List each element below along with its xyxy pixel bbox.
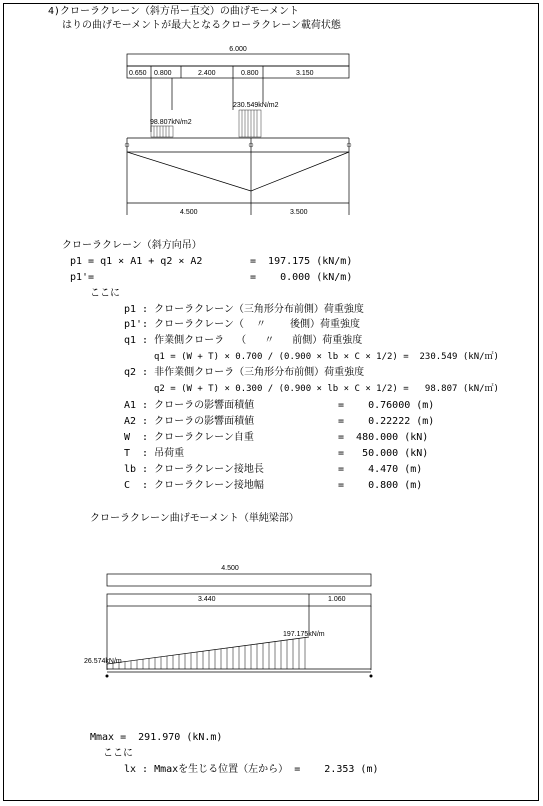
dim-seg-5: 3.150 bbox=[296, 70, 314, 77]
load-max-label: 197.175kN/m bbox=[283, 631, 325, 638]
moment-heading: クローラクレーン曲げモーメント（単純梁部） bbox=[90, 513, 299, 524]
moment-dim-total: 4.500 bbox=[221, 565, 239, 572]
q1-formula: q1 = (W + T) × 0.700 / (0.900 × lb × C × 1/2) = 230.549 (kN/㎡) bbox=[154, 352, 499, 362]
load-block-right bbox=[239, 110, 261, 137]
lx-result: lx : Mmaxを生じる位置（左から） = 2.353 (m) bbox=[124, 764, 379, 775]
load-envelope bbox=[107, 637, 309, 664]
dim-box-total bbox=[107, 574, 371, 586]
param-value-t: = 50.000 (kN) bbox=[338, 448, 429, 459]
bottom-dim-right: 3.500 bbox=[290, 209, 308, 216]
param-label-c: C : クローラクレーン接地幅 bbox=[124, 480, 264, 491]
def-p1p: p1': クローラクレーン（ 〃 後側）荷重強度 bbox=[124, 319, 361, 330]
def-p1: p1 : クローラクレーン（三角形分布前側）荷重強度 bbox=[124, 304, 364, 315]
moment-load-diagram bbox=[78, 560, 378, 690]
dim-seg-2: 0.800 bbox=[154, 70, 172, 77]
param-label-lb: lb : クローラクレーン接地長 bbox=[124, 464, 264, 475]
param-value-a2: = 0.22222 (m) bbox=[338, 416, 435, 427]
section-title: 4)クローラクレーン（斜方吊ー直交）の曲げモーメント bbox=[48, 6, 299, 17]
section-subtitle: はりの曲げモーメントが最大となるクローラクレーン載荷状態 bbox=[62, 20, 341, 31]
param-label-a2: A2 : クローラの影響面積値 bbox=[124, 416, 255, 427]
where-label-2: ここに bbox=[103, 748, 133, 759]
param-label-w: W : クローラクレーン自重 bbox=[124, 432, 254, 443]
p1p-value: = 0.000 (kN/m) bbox=[250, 272, 353, 283]
q2-formula: q2 = (W + T) × 0.300 / (0.900 × lb × C × 1/2) = 98.807 (kN/㎡) bbox=[154, 384, 499, 394]
p1-value: = 197.175 (kN/m) bbox=[250, 256, 353, 267]
moment-dim-right: 1.060 bbox=[328, 596, 346, 603]
param-value-c: = 0.800 (m) bbox=[338, 480, 423, 491]
bottom-dim-left: 4.500 bbox=[180, 209, 198, 216]
load-block-left bbox=[151, 126, 173, 137]
mmax-result: Mmax = 291.970 (kN.m) bbox=[90, 732, 223, 743]
moment-dim-left: 3.440 bbox=[198, 596, 216, 603]
dimension-box-total bbox=[127, 54, 349, 66]
def-q1: q1 : 作業側クローラ （ 〃 前側）荷重強度 bbox=[124, 335, 363, 346]
param-value-a1: = 0.76000 (m) bbox=[338, 400, 435, 411]
load-min-label: 26.574kN/m bbox=[84, 658, 122, 665]
dim-seg-4: 0.800 bbox=[241, 70, 259, 77]
param-label-a1: A1 : クローラの影響面積値 bbox=[124, 400, 255, 411]
crawler-load-diagram bbox=[120, 40, 355, 225]
param-value-w: = 480.000 (kN) bbox=[338, 432, 429, 443]
dim-seg-3: 2.400 bbox=[198, 70, 216, 77]
load-label-left: 98.807kN/m2 bbox=[150, 119, 192, 126]
dim-seg-1: 0.650 bbox=[129, 70, 147, 77]
where-label: ここに bbox=[90, 288, 120, 299]
p1-formula: p1 = q1 × A1 + q2 × A2 bbox=[70, 256, 203, 267]
load-hatch bbox=[113, 638, 305, 669]
load-label-right: 230.549kN/m2 bbox=[233, 102, 279, 109]
param-value-lb: = 4.470 (m) bbox=[338, 464, 423, 475]
dim-total: 6.000 bbox=[229, 46, 247, 53]
param-label-t: T : 吊荷重 bbox=[124, 448, 185, 459]
def-q2: q2 : 非作業側クローラ（三角形分布前側）荷重強度 bbox=[124, 367, 365, 378]
p1p-formula: p1'= bbox=[70, 272, 95, 283]
calc-heading: クローラクレーン（斜方向吊） bbox=[62, 240, 202, 251]
